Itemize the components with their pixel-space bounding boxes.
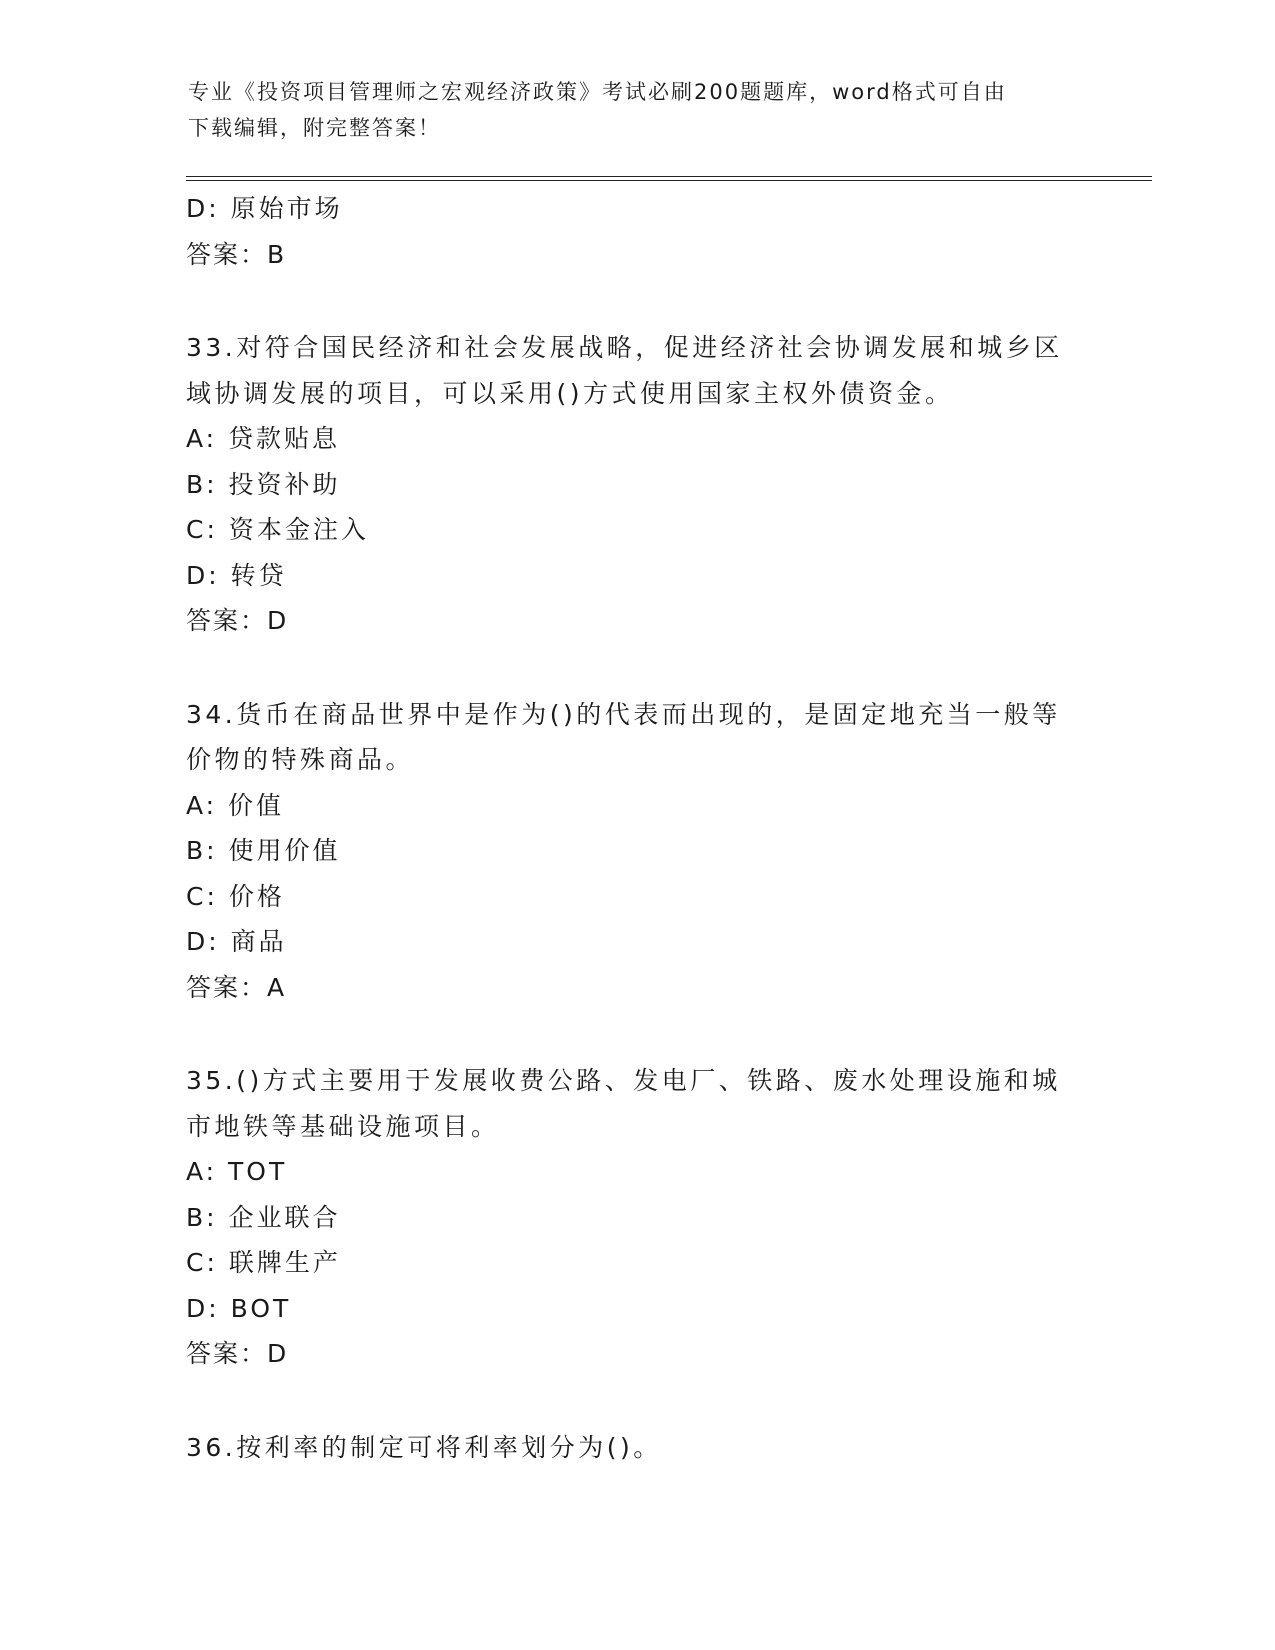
question-text-line-2: 市地铁等基础设施项目。 (186, 1111, 500, 1141)
question-33 (186, 325, 1136, 644)
option-c: C: 资本金注入 (186, 515, 369, 544)
question-35 (186, 1058, 1136, 1377)
option-b: B: 投资补助 (186, 469, 341, 499)
previous-question-tail (186, 186, 1136, 277)
header-divider-bottom (186, 180, 1152, 181)
question-content (186, 186, 1136, 1470)
option-d: D: BOT (186, 1293, 292, 1323)
option-a: A: 价值 (186, 790, 285, 820)
option-a: A: TOT (186, 1157, 288, 1186)
question-text-line-2: 价物的特殊商品。 (186, 745, 415, 774)
header-divider-top (186, 176, 1152, 177)
answer-line: 答案：A (186, 972, 287, 1002)
answer-line: 答案：D (186, 606, 289, 635)
question-text-line-1: 36.按利率的制定可将利率划分为()。 (186, 1432, 662, 1462)
question-34 (186, 692, 1136, 1011)
document-header (188, 74, 1088, 146)
question-text-line-1: 34.货币在商品世界中是作为()的代表而出现的，是固定地充当一般等 (186, 699, 1061, 729)
option-d: D: 商品 (186, 927, 287, 956)
option-b: B: 使用价值 (186, 836, 341, 865)
header-line-1: 专业《投资项目管理师之宏观经济政策》考试必刷200题题库，word格式可自由 (188, 80, 1007, 104)
option-a: A: 贷款贴息 (186, 424, 341, 453)
answer-line: 答案：B (186, 239, 287, 269)
header-line-2: 下载编辑，附完整答案！ (188, 116, 441, 140)
option-d: D: 原始市场 (186, 194, 343, 223)
question-text-line-2: 域协调发展的项目，可以采用()方式使用国家主权外债资金。 (186, 378, 954, 408)
option-c: C: 联牌生产 (186, 1248, 341, 1277)
option-b: B: 企业联合 (186, 1202, 341, 1232)
option-d: D: 转贷 (186, 560, 287, 590)
question-text-line-1: 33.对符合国民经济和社会发展战略，促进经济社会协调发展和城乡区 (186, 333, 1063, 362)
option-c: C: 价格 (186, 881, 285, 911)
question-36 (186, 1425, 1136, 1471)
question-text-line-1: 35.()方式主要用于发展收费公路、发电厂、铁路、废水处理设施和城 (186, 1066, 1061, 1095)
answer-line: 答案：D (186, 1339, 289, 1368)
